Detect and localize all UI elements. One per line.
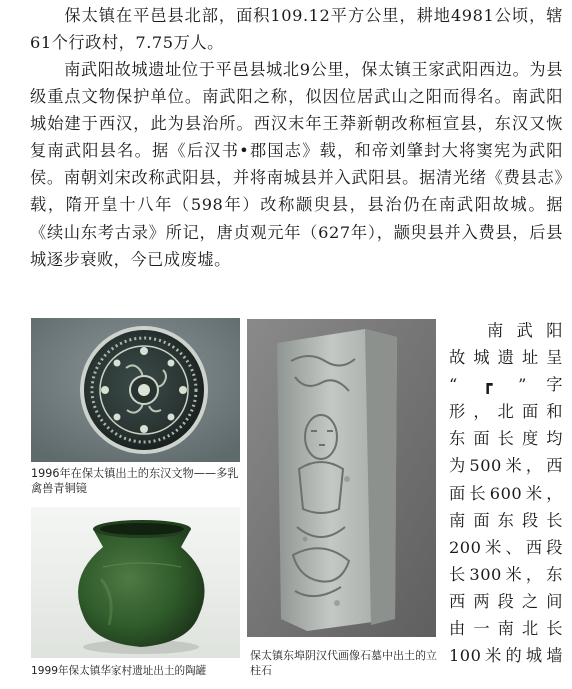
paragraph-city-walls	[449, 317, 563, 669]
paragraph-ruins-history: 南武阳故城遗址位于平邑县城北9公里，保太镇王家武阳西边。为县级重点文物保护单位。南武阳之称，似因位居武山之阳而得名。南武阳城始建于西汉，此为县治所。西汉末年王莽新朝改称桓宣县，东汉又恢复南武阳县名。据《后汉书•郡国志》载，和帝刘肇封大将窦宪为武阳侯。南朝刘宋改称武阳县，并将南城县并入武阳县。据清光绪《费县志》载，隋开皇十八年（598年）改称颛臾县，县治仍在南武阳故城。据《续山东考古录》所记，唐贞观元年（627年），颛臾县并入费县，后县城逐步衰败，今已成废墟。	[30, 60, 563, 269]
side-line: 南面东段长	[449, 510, 563, 530]
side-line: 东面长度均	[449, 429, 563, 449]
side-line: 长300米，东	[449, 564, 563, 584]
jar-caption: 1999年保太镇华家村遗址出土的陶罐	[31, 665, 207, 677]
stone-pillar-photo	[247, 319, 436, 637]
side-line: 形，北面和	[449, 402, 563, 422]
pottery-jar-photo	[31, 507, 240, 658]
side-line: 200米、西段	[449, 537, 563, 557]
paragraph-intro: 保太镇在平邑县北部，面积109.12平方公里，耕地4981公顷，辖 61个行政村，7.75万人。	[30, 6, 563, 53]
side-line: 面长600米，	[449, 483, 563, 503]
side-line: 南武阳	[487, 321, 563, 340]
side-line: 100米的城墙	[449, 646, 563, 666]
side-line: 故城遗址呈	[449, 348, 563, 368]
side-line: “ ┏ ”字	[449, 375, 563, 395]
pillar-caption: 保太镇东埠阴汉代画像石墓中出土的立柱石	[250, 649, 437, 677]
side-line: 西两段之间	[449, 591, 563, 611]
bronze-mirror-photo	[31, 318, 240, 462]
side-line: 由一南北长	[449, 619, 563, 639]
side-line: 为500米，西	[449, 456, 563, 476]
mirror-caption: 1996年在保太镇出土的东汉文物——多乳禽兽青铜镜	[31, 467, 239, 495]
